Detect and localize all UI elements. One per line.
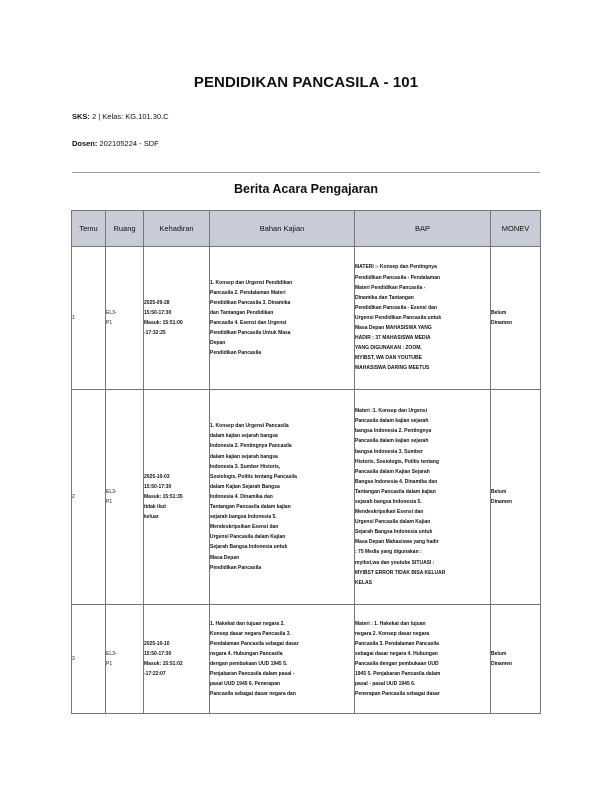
sks-label: SKS: bbox=[72, 112, 90, 121]
section-divider bbox=[72, 172, 540, 173]
cell-monev: Belum Dinamen bbox=[491, 247, 541, 390]
cell-temu: 1 bbox=[72, 247, 106, 390]
cell-bap: Materi : 1. Hakekat dan tujuan negara 2. Konsep dasar negara Pancasila 3. Pendalaman Pancasila sebagai dasar negara 4. Hubungan Pancasila dengan pembukaan UUD 1945 5. Penjabaran Pancasila dalam pasal - pasal UUD 1945 6. Penerapan Pancasila sebagai dasar bbox=[355, 605, 491, 714]
cell-bap: MATERI :- Konsep dan Pentingnya Pendidikan Pancasila - Pendalaman Materi Pendidikan Pancasila - Dinamika dan Tantangan Pendidikan Pancasila - Esensi dan Urgensi Pendidikan Pancasila untuk Masa Depan MAHASISWA YANG HADIR : 37 MAHASISWA MEDIA YANG DIGUNAKAN : ZOOM, MYIBST, WA DAN YOUTUBE MAHASISWA DARING MEETUS bbox=[355, 247, 491, 390]
cell-monev: Belum Dinamen bbox=[491, 605, 541, 714]
teaching-report-table bbox=[71, 210, 541, 714]
table-row bbox=[72, 247, 541, 390]
header-temu: Temu bbox=[72, 211, 106, 247]
cell-bahan-kajian: 1. Konsep dan Urgensi Pendidikan Pancasila 2. Pendalaman Materi Pendidikan Pancasila 3. Dinamika dan Tantangan Pendidikan Pancasila 4. Esensi dan Urgensi Pendidikan Pancasila Untuk Masa Depan Pendidikan Pancasila bbox=[210, 247, 355, 390]
cell-kehadiran: 2025-09-28 15:50-17:30 Masuk: 15:51:00 -17:32:25 bbox=[144, 247, 210, 390]
cell-kehadiran: 2025-10-10 15:50-17:30 Masuk: 15:51:02 -17:22:07 bbox=[144, 605, 210, 714]
table-row bbox=[72, 605, 541, 714]
cell-ruang: EL3- P1 bbox=[106, 605, 144, 714]
section-title: Berita Acara Pengajaran bbox=[233, 182, 379, 196]
header-bap: BAP bbox=[355, 211, 491, 247]
cell-ruang: EL3- P1 bbox=[106, 247, 144, 390]
cell-temu: 2 bbox=[72, 390, 106, 605]
table-row bbox=[72, 390, 541, 605]
header-bahan-kajian: Bahan Kajian bbox=[210, 211, 355, 247]
sks-class-value: 2 | Kelas: KG.101.30.C bbox=[92, 112, 169, 121]
lecturer-value: 202105224 - SDF bbox=[99, 139, 159, 148]
header-ruang: Ruang bbox=[106, 211, 144, 247]
header-kehadiran: Kehadiran bbox=[144, 211, 210, 247]
cell-temu: 3 bbox=[72, 605, 106, 714]
cell-kehadiran: 2025-10-03 15:50-17:30 Masuk: 15:51:35 tidak ikut keluar bbox=[144, 390, 210, 605]
table-header-row bbox=[72, 211, 541, 247]
cell-ruang: EL3- P1 bbox=[106, 390, 144, 605]
cell-bahan-kajian: 1. Hakekat dan tujuan negara 2. Konsep dasar negara Pancasila 3. Pendalaman Pancasila sebagai dasar negara 4. Hubungan Pancasila dengan pembukaan UUD 1945 5. Penjabaran Pancasila dalam pasal - pasal UUD 1945 6. Penerapan Pancasila sebagai dasar negara dan bbox=[210, 605, 355, 714]
lecturer-label: Dosen: bbox=[72, 139, 98, 148]
cell-bap: Materi :1. Konsep dan Urgensi Pancasila dalam kajian sejarah bangsa Indonesia 2. Pentingnya Pancasila dalam kajian sejarah bangsa Indonesia 3. Sumber Historis, Sosiologis, Politis tentang Pancasila dalam Kajian Sejarah Bangsa Indonesia 4. Dinamika dan Tantangan Pancasila dalam kajian sejarah bangsa Indonesia 5. Mendeskripsikan Esensi dan Urgensi Pancasila dalam Kajian Sejarah Bangsa Indonesia untuk Masa Depan Mahasiswa yang hadir : 75 Media yang digunakan : myibst,wa dan youtube SITUASI : MYIBST ERROR TIDAK BISA KELUAR KELAS bbox=[355, 390, 491, 605]
cell-monev: Belum Dinamen bbox=[491, 390, 541, 605]
header-monev: MONEV bbox=[491, 211, 541, 247]
course-title: PENDIDIKAN PANCASILA - 101 bbox=[193, 74, 419, 91]
lecturer-line bbox=[72, 139, 159, 148]
sks-class-line bbox=[72, 112, 169, 121]
cell-bahan-kajian: 1. Konsep dan Urgensi Pancasila dalam kajian sejarah bangsa Indonesia 2. Pentingnya Pancasila dalam kajian sejarah bangsa Indonesia 3. Sumber Historis, Sosiologis, Politis tentang Pancasila dalam Kajian Sejarah Bangsa Indonesia 4. Dinamika dan Tantangan Pancasila dalam kajian sejarah bangsa Indonesia 5. Mendeskripsikan Esensi dan Urgensi Pancasila dalam Kajian Sejarah Bangsa Indonesia untuk Masa Depan Pendidikan Pancasila bbox=[210, 390, 355, 605]
